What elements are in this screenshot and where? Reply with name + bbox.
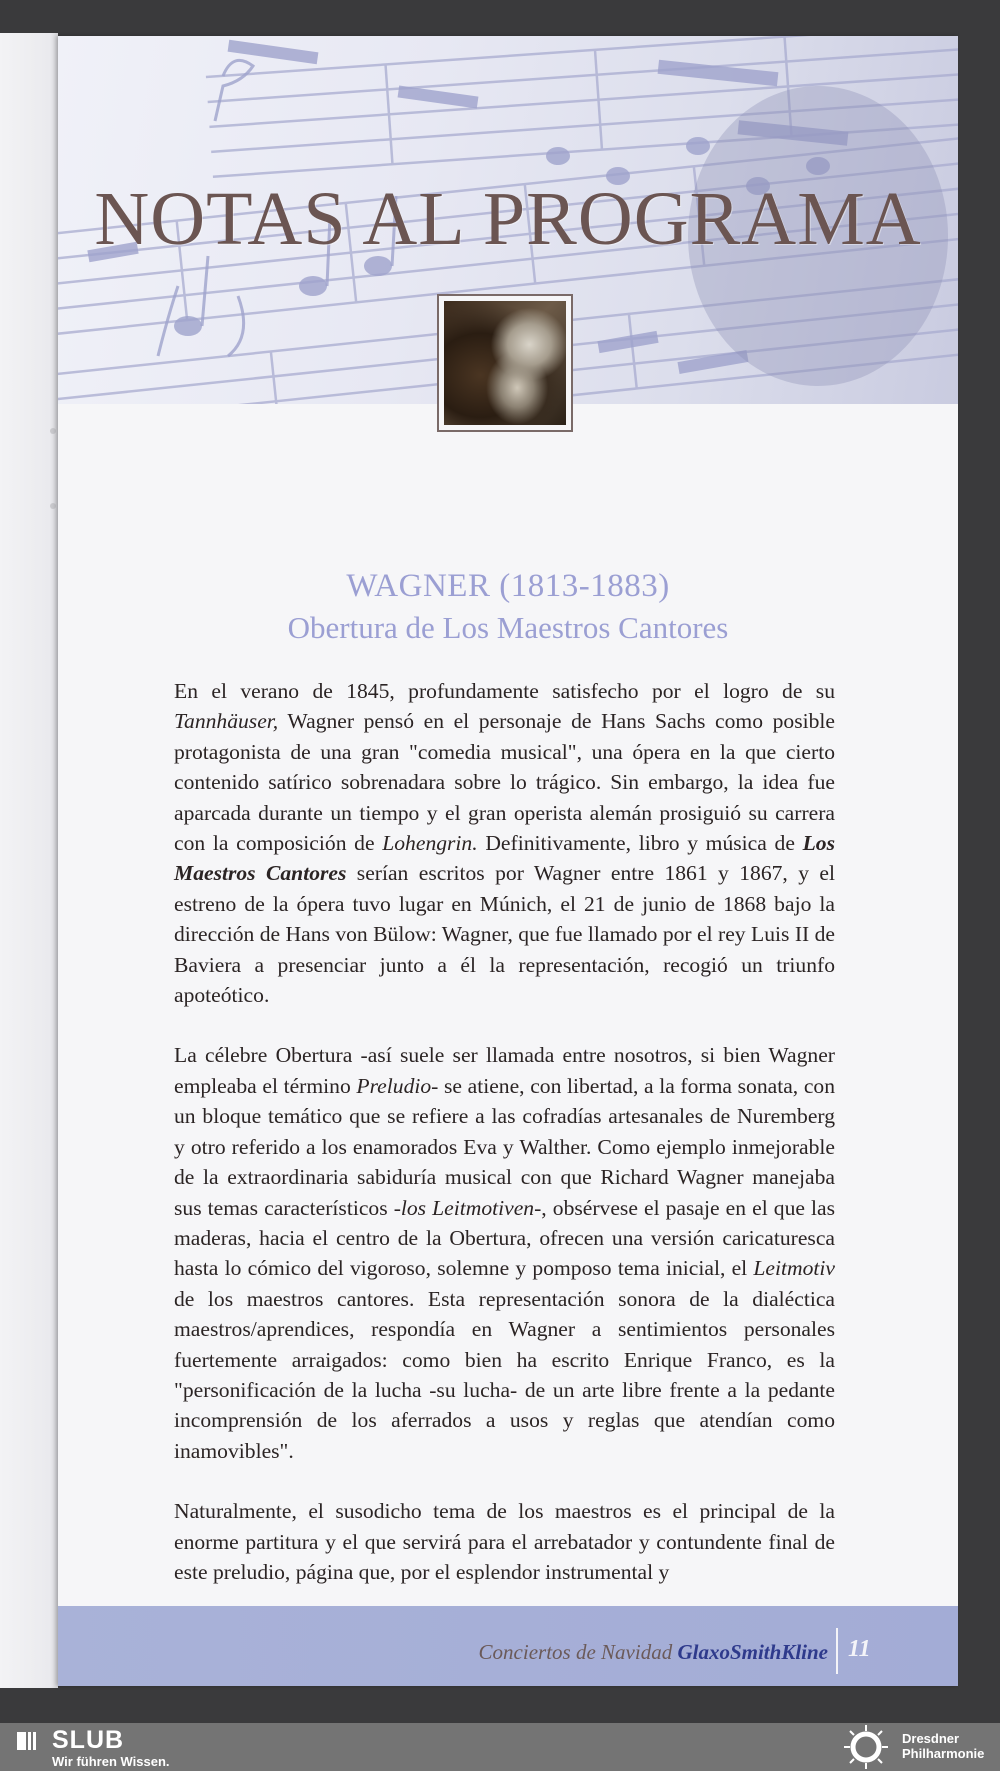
text-run: se atiene, con libertad, a la forma sonata, con un bloque temático que se refiere a las cofradías artesanales de Nuremberg y otro referido a los enamorados Eva y Walther. Como ejemplo inmejorable de la extraordinaria sabiduría musical con que Richard Wagner manejaba sus temas característicos — [174, 1073, 835, 1220]
program-page — [58, 36, 958, 1686]
instrument-photo — [437, 294, 573, 432]
text-run: Wagner pensó en el personaje de Hans Sachs como posible protagonista de una gran "comedia musical", una ópera en la que cierto contenido satírico sobrenadara sobre lo trágico. Sin embargo, la idea fue aparcada durante un tiempo y el gran operista alemán prosiguió su carrera con la composición de — [174, 709, 835, 856]
paragraph-2 — [174, 1040, 835, 1466]
slub-tagline: Wir führen Wissen. — [52, 1754, 170, 1769]
text-run: , obsérvese el pasaje en el que las maderas, hacia el centro de la Obertura, ofrecen una versión caricaturesca hasta lo cómico del vigoroso, solemne y pomposo tema inicial, el — [174, 1195, 836, 1281]
text-run: de los maestros cantores. Esta representación sonora de la dialéctica maestros/aprendices, respondía en Wagner a sentimientos personales fuertemente arraigados: como bien ha escrito Enrique Franco, es la "personificación de la lucha -su lucha- de un arte libre frente a la pedante incomprensión de los aferrados a usos y reglas que atendían como inamovibles". — [174, 1286, 835, 1463]
page-title: NOTAS AL PROGRAMA — [94, 177, 922, 261]
slub-brand[interactable]: SLUB — [52, 1726, 125, 1754]
italic-term-preludio: Preludio- — [356, 1073, 439, 1098]
italic-term-leitmotiv: Leitmotiv — [753, 1256, 835, 1281]
italic-title-tannhauser: Tannhäuser, — [174, 709, 279, 734]
text-run: La célebre Obertura -así suele ser llamada entre nosotros, si bien Wagner empleaba el término — [174, 1043, 835, 1098]
paragraph-3: Naturalmente, el susodicho tema de los maestros es el principal de la enorme partitura y el que servirá para el arrebatador y contundente final de este preludio, página que, por el esplendor instrumental y — [174, 1499, 835, 1584]
work-subtitle: Obertura de Los Maestros Cantores — [287, 610, 729, 645]
footer-series: Conciertos de Navidad — [478, 1640, 678, 1664]
text-run: En el verano de 1845, profundamente satisfecho por el logro de su — [174, 679, 835, 703]
page-number: 11 — [848, 1636, 871, 1662]
composer-heading: WAGNER (1813-1883) — [346, 568, 670, 604]
text-run: serían escritos por Wagner entre 1861 y 1867, y el estreno de la ópera tuvo lugar en Múnich, el 21 de junio de 1868 bajo la dirección de Hans von Bülow: Wagner, que fue llamado por el rey Luis II de Baviera a presenciar junto a él la representación, recogió un triunfo apoteótico. — [174, 861, 835, 1008]
slub-logo-icon[interactable] — [16, 1730, 40, 1752]
footer-band — [58, 1606, 958, 1686]
partner-name-line-2: Philharmonie — [902, 1746, 985, 1761]
article-body — [174, 676, 835, 1617]
footer-credit — [479, 1640, 828, 1665]
binding-hole — [50, 503, 56, 509]
italic-title-lohengrin: Lohengrin. — [382, 831, 478, 856]
italic-term-leitmotiven: -los Leitmotiven- — [393, 1195, 542, 1220]
dresdner-philharmonie-logo-icon[interactable] — [840, 1723, 892, 1771]
footer-divider — [836, 1628, 838, 1674]
paragraph-1 — [174, 676, 835, 1010]
partner-name[interactable] — [902, 1731, 984, 1761]
bold-title-maestros-cantores: Los Maestros Cantores — [174, 831, 835, 886]
saxophone-keys-image — [444, 301, 566, 425]
partner-name-line-1: Dresdner — [902, 1731, 960, 1746]
footer-sponsor: GlaxoSmithKline — [677, 1640, 828, 1664]
viewer-footer-bar — [0, 1723, 1000, 1771]
text-run: Definitivamente, libro y música de — [477, 831, 803, 856]
binding-hole — [50, 428, 56, 434]
left-page-edge — [0, 33, 58, 1688]
